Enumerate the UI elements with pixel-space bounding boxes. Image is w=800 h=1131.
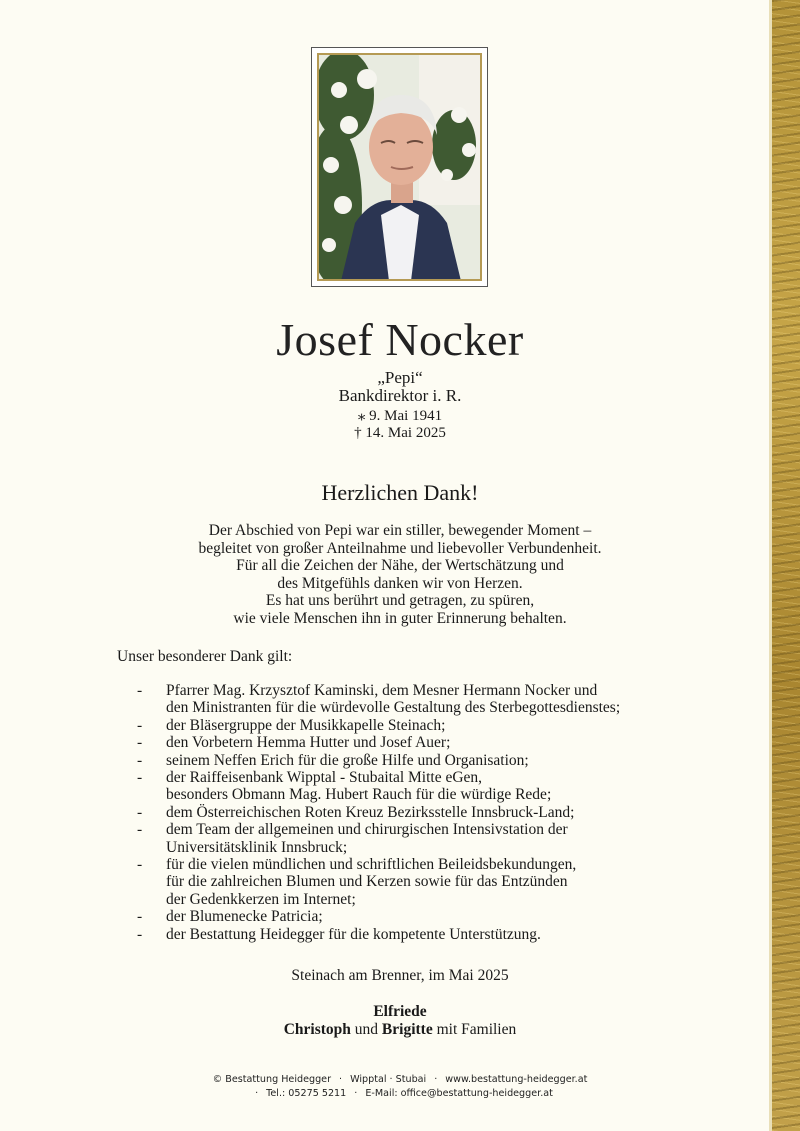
paragraph-line: Der Abschied von Pepi war ein stiller, bewegender Moment – xyxy=(208,522,592,539)
thanks-list-item xyxy=(137,856,686,873)
list-item-text: der Bestattung Heidegger für die kompetente Unterstützung. xyxy=(166,925,541,943)
list-dash: - xyxy=(137,856,143,874)
nickname: „Pepi“ xyxy=(377,368,423,387)
thanks-headline: Herzlichen Dank! xyxy=(321,480,479,505)
list-item-text: den Ministranten für die würdevolle Gestaltung des Sterbegottesdienstes; xyxy=(166,699,621,717)
death-date: † 14. Mai 2025 xyxy=(354,425,446,441)
thanks-list-item xyxy=(137,821,686,838)
paragraph-line: wie viele Menschen ihn in guter Erinnerung behalten. xyxy=(233,609,567,627)
signature-name: Brigitte xyxy=(381,1021,433,1038)
signature-name: Christoph xyxy=(283,1021,351,1038)
paragraph-line: des Mitgefühls danken wir von Herzen. xyxy=(277,574,523,592)
footer-separator: · xyxy=(434,1074,438,1085)
footer-separator: · xyxy=(354,1088,358,1099)
paragraph-line: Es hat uns berührt und getragen, zu spüren, xyxy=(265,592,535,610)
thanks-list-item xyxy=(137,769,686,786)
footer-website-link[interactable]: www.bestattung-heidegger.at xyxy=(445,1074,588,1085)
list-dash: - xyxy=(137,821,143,839)
footer-copyright: © Bestattung Heidegger xyxy=(212,1074,332,1085)
thanks-intro: Unser besonderer Dank gilt: xyxy=(117,648,293,665)
list-item-text: der Raiffeisenbank Wipptal - Stubaital Mitte eGen, xyxy=(166,769,483,787)
footer-line-1 xyxy=(0,1074,800,1085)
list-item-text: dem Österreichischen Roten Kreuz Bezirksstelle Innsbruck-Land; xyxy=(166,803,575,821)
list-item-text: besonders Obmann Mag. Hubert Rauch für die würdige Rede; xyxy=(166,786,552,804)
thanks-list-item xyxy=(137,734,686,751)
signature-line-2 xyxy=(0,1021,800,1039)
footer-separator: · xyxy=(255,1088,259,1099)
signature-line-1: Elfriede xyxy=(373,1003,427,1020)
footer-phone: Tel.: 05275 5211 xyxy=(266,1088,347,1099)
list-item-text: dem Team der allgemeinen und chirurgischen Intensivstation der xyxy=(166,821,568,839)
signature-connector: und xyxy=(350,1021,382,1038)
footer-separator: · xyxy=(339,1074,343,1085)
list-dash: - xyxy=(137,925,143,943)
list-item-text: Universitätsklinik Innsbruck; xyxy=(166,838,348,856)
list-item-text: der Blumenecke Patricia; xyxy=(166,908,323,926)
thanks-list-item xyxy=(137,839,686,856)
list-item-text: Pfarrer Mag. Krzysztof Kaminski, dem Mesner Hermann Nocker und xyxy=(166,682,598,699)
portrait-photo xyxy=(317,53,482,281)
deceased-name: Josef Nocker xyxy=(276,314,524,365)
list-dash: - xyxy=(137,751,143,769)
thanks-list-item xyxy=(137,752,686,769)
professional-title: Bankdirektor i. R. xyxy=(338,386,462,405)
portrait-frame xyxy=(311,47,488,287)
thanks-list-item xyxy=(137,804,686,821)
thanks-list-item xyxy=(137,699,686,716)
thanks-list-item xyxy=(137,926,686,943)
thanks-list-item xyxy=(137,786,686,803)
list-dash: - xyxy=(137,769,143,787)
list-dash: - xyxy=(137,908,143,926)
list-dash: - xyxy=(137,803,143,821)
paragraph-line: begleitet von großer Anteilnahme und liebevoller Verbundenheit. xyxy=(198,539,602,557)
list-item-text: den Vorbetern Hemma Hutter und Josef Auer; xyxy=(166,734,451,752)
paragraph-line: Für all die Zeichen der Nähe, der Wertschätzung und xyxy=(236,557,564,575)
thanks-list-item xyxy=(137,908,686,925)
footer-region: Wipptal · Stubai xyxy=(350,1074,427,1085)
footer-email-link[interactable]: E-Mail: office@bestattung-heidegger.at xyxy=(365,1088,553,1099)
thanks-list-item xyxy=(137,682,686,699)
list-item-text: der Gedenkkerzen im Internet; xyxy=(166,890,356,908)
list-dash: - xyxy=(137,734,143,752)
signature-suffix: mit Familien xyxy=(432,1021,517,1038)
thanks-paragraph xyxy=(0,522,800,628)
list-item-text: für die zahlreichen Blumen und Kerzen sowie für das Entzünden xyxy=(166,873,568,891)
thanks-list-item xyxy=(137,717,686,734)
thanks-list xyxy=(137,682,686,943)
thanks-list-item xyxy=(137,891,686,908)
place-date: Steinach am Brenner, im Mai 2025 xyxy=(291,967,509,984)
list-dash: - xyxy=(137,716,143,734)
list-item-text: seinem Neffen Erich für die große Hilfe und Organisation; xyxy=(166,751,529,769)
list-dash: - xyxy=(137,682,143,699)
thanks-list-item xyxy=(137,873,686,890)
footer-line-2 xyxy=(0,1088,800,1099)
birth-date: ⁎ 9. Mai 1941 xyxy=(357,408,443,424)
list-item-text: der Bläsergruppe der Musikkapelle Steinach; xyxy=(166,716,446,734)
list-item-text: für die vielen mündlichen und schriftlichen Beileidsbekundungen, xyxy=(166,856,577,874)
